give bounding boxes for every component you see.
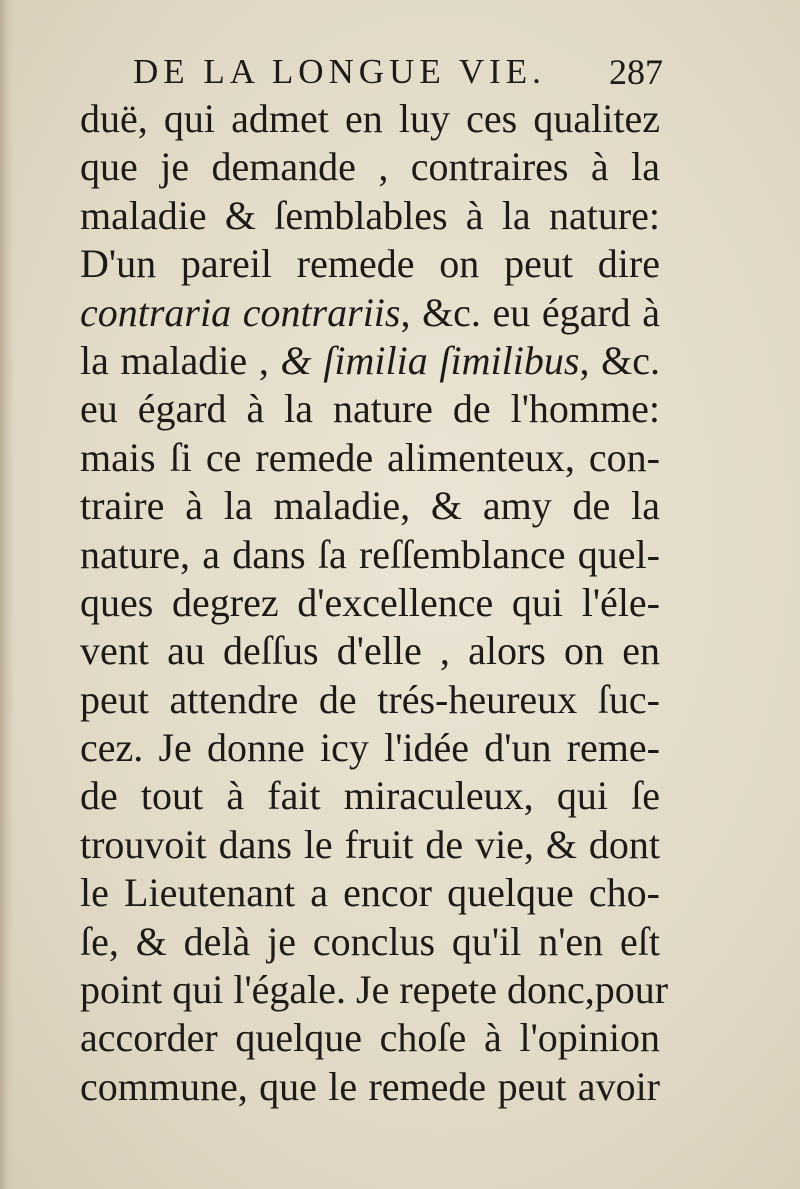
text-line: peut attendre de trés-heureux ſuc- [80, 676, 660, 722]
text-line: vent au deſſus d'elle , alors on en [80, 628, 660, 674]
text-line: point qui l'égale. Je repete donc,pour [80, 967, 669, 1013]
text-line: traire à la maladie, & amy de la [80, 483, 660, 529]
text-line: ſe, & delà je conclus qu'il n'en eſt [80, 918, 660, 964]
text-line: le Lieutenant a encor quelque cho- [80, 870, 660, 916]
text-line: duë, qui admet en luy ces qualitez [80, 96, 660, 141]
text-line: D'un pareil remede on peut dire [80, 241, 660, 287]
text-line: eu égard à la nature de l'homme: [80, 386, 660, 432]
text-line: accorder quelque choſe à l'opinion [80, 1015, 660, 1061]
text-line: que je demande , contraires à la [80, 144, 660, 190]
text-line: cez. Je donne icy l'idée d'un reme- [80, 725, 660, 771]
text-line [80, 337, 660, 385]
running-head: DE LA LONGUE VIE. [133, 52, 546, 91]
text-line: nature, a dans ſa reſſemblance quel- [80, 531, 660, 577]
text-line: maladie & ſemblables à la nature: [80, 192, 660, 238]
text-line: commune, que le remede peut avoir [80, 1063, 660, 1109]
body-text [80, 95, 669, 1111]
page-header [133, 50, 663, 94]
text-line-rest: , &c. eu égard à [400, 289, 660, 335]
latin-phrase: & ſimilia ſimilibus [280, 337, 580, 383]
page-gutter-shadow [0, 0, 14, 1189]
text-line: ques degrez d'excellence qui l'éle- [80, 579, 660, 625]
page-number: 287 [609, 52, 663, 92]
text-line-rest: , &c. [579, 337, 660, 383]
text-line: mais ſi ce remede alimenteux, con- [80, 434, 660, 480]
text-line-pre: la maladie , [80, 337, 281, 383]
text-line [80, 289, 660, 337]
text-line: de tout à fait miraculeux, qui ſe [80, 773, 660, 819]
text-line: trouvoit dans le fruit de vie, & dont [80, 821, 660, 867]
latin-phrase: contraria contrariis [80, 289, 401, 335]
